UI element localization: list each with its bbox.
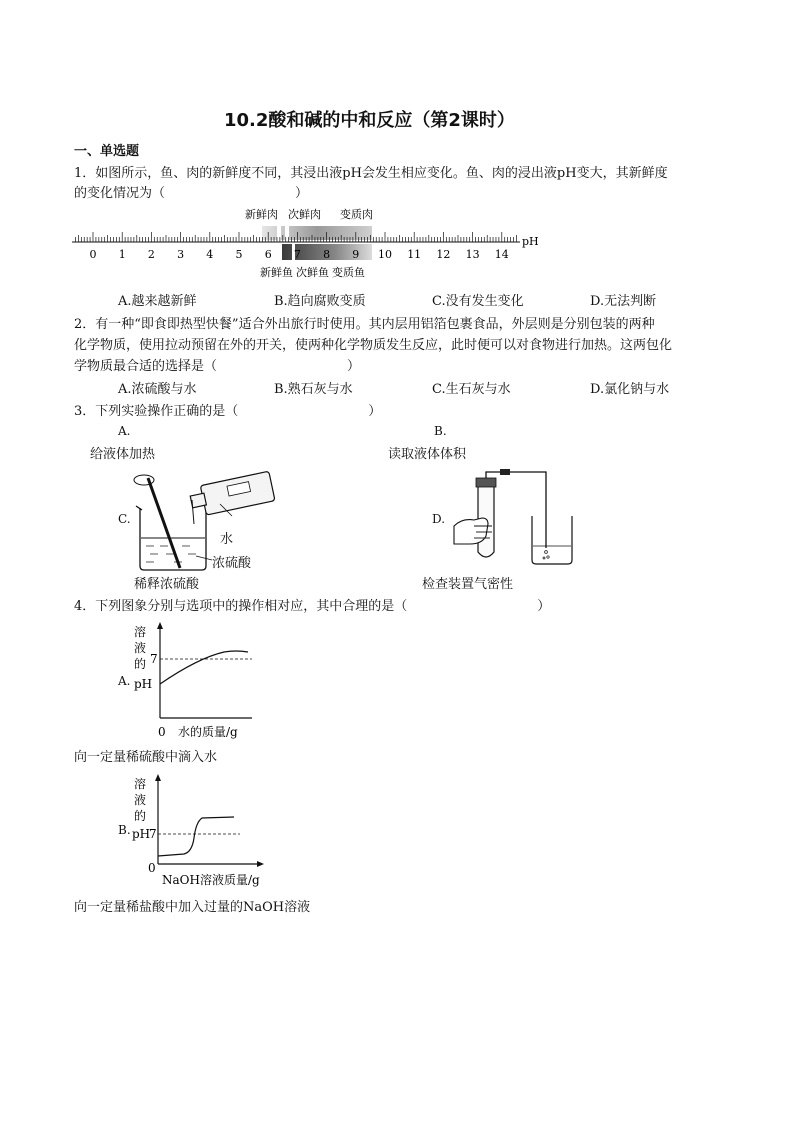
q3-option-b-caption: 读取液体体积	[388, 447, 467, 462]
q3-stem: 3．下列实验操作正确的是（ ）	[74, 404, 382, 419]
graph-b	[128, 772, 278, 892]
graph-a-ylabel-3: 的	[134, 657, 147, 671]
airtightness-illustration	[452, 468, 582, 573]
section-heading: 一、单选题	[74, 144, 140, 159]
q3-option-c-caption: 稀释浓硫酸	[134, 577, 200, 592]
q2-option-a[interactable]: A.浓硫酸与水	[118, 382, 197, 397]
ph-tick-label: 8	[323, 248, 331, 261]
q3-option-d-caption: 检查装置气密性	[422, 577, 514, 592]
fish-label-semi: 次鲜鱼	[296, 266, 329, 279]
meat-label-fresh: 新鲜肉	[245, 208, 278, 221]
meat-band-divider	[277, 226, 281, 240]
meat-label-spoiled: 变质肉	[340, 208, 373, 221]
graph-a-ylabel-4: pH	[134, 677, 153, 691]
ph-tick-label: 11	[407, 248, 422, 261]
q4-option-a-caption: 向一定量稀硫酸中滴入水	[74, 750, 218, 765]
q2-stem-line2: 化学物质，使用拉动预留在外的开关，使两种化学物质发生反应，此时便可以对食物进行加热。这两包化	[74, 338, 673, 353]
q2-stem-line1: 2．有一种“即食即热型快餐”适合外出旅行时使用。其内层用铝箔包裹食品，外层则是分别包装的两种	[74, 317, 655, 332]
q1-option-d[interactable]: D.无法判断	[590, 294, 657, 309]
q3-option-c-acid-label: 浓硫酸	[212, 556, 252, 571]
graph-a-ylabel-1: 溶	[134, 625, 147, 639]
graph-b-ylabel-3: 的	[134, 809, 147, 823]
ph-tick-label: 14	[494, 248, 509, 261]
q3-option-a-caption: 给液体加热	[90, 447, 156, 462]
q3-option-b-letter[interactable]: B.	[434, 424, 447, 438]
ph-tick-label: 3	[177, 248, 185, 261]
graph-a-origin: 0	[158, 725, 166, 739]
q3-option-c-letter[interactable]: C.	[118, 512, 131, 526]
q3-option-c-water-label: 水	[220, 532, 234, 547]
q1-option-b[interactable]: B.趋向腐败变质	[274, 294, 366, 309]
graph-b-ylabel-4: pH	[132, 827, 151, 841]
graph-a-ylabel-2: 液	[134, 641, 147, 655]
ph-tick-label: 9	[352, 248, 360, 261]
q4-stem: 4．下列图象分别与选项中的操作相对应，其中合理的是（ ）	[74, 599, 551, 614]
q1-option-a[interactable]: A.越来越新鲜	[118, 294, 197, 309]
graph-b-ylabel-1: 溶	[134, 777, 147, 791]
q2-option-d[interactable]: D.氯化钠与水	[590, 382, 670, 397]
ph-axis-label: pH	[522, 235, 539, 248]
q2-option-c[interactable]: C.生石灰与水	[432, 382, 511, 397]
meat-label-semi: 次鲜肉	[288, 208, 321, 221]
ph-tick-label: 0	[89, 248, 97, 261]
q2-stem-line3: 学物质最合适的选择是（ ）	[74, 359, 361, 374]
ph-tick-label: 4	[206, 248, 214, 261]
q3-option-a-letter[interactable]: A.	[118, 424, 131, 438]
ph-tick-label: 7	[293, 248, 301, 261]
q2-option-b[interactable]: B.熟石灰与水	[274, 382, 353, 397]
graph-b-ylabel-2: 液	[134, 793, 147, 807]
q1-stem-line2: 的变化情况为（ ）	[74, 186, 309, 201]
ph-tick-label: 12	[436, 248, 451, 261]
ph-tick-label: 1	[118, 248, 126, 261]
ph-tick-label: 10	[378, 248, 392, 261]
q1-stem-line1: 1．如图所示，鱼、肉的新鲜度不同，其浸出液pH会发生相应变化。鱼、肉的浸出液pH变大，其新鲜度	[74, 166, 668, 181]
dilute-acid-illustration	[128, 468, 278, 576]
q4-option-b-letter[interactable]: B.	[118, 823, 131, 837]
graph-a	[128, 618, 260, 742]
q1-option-c[interactable]: C.没有发生变化	[432, 294, 524, 309]
fish-label-fresh: 新鲜鱼	[260, 266, 293, 279]
ph-tick-label: 2	[147, 248, 155, 261]
graph-a-xlabel: 水的质量/g	[178, 725, 238, 739]
ph-tick-label: 6	[264, 248, 272, 261]
graph-b-ytick-7: 7	[149, 827, 157, 841]
ph-tick-label: 5	[235, 248, 243, 261]
ph-tick-label: 13	[465, 248, 480, 261]
q4-option-b-caption: 向一定量稀盐酸中加入过量的NaOH溶液	[74, 900, 311, 915]
page-title: 10.2酸和碱的中和反应（第2课时）	[224, 110, 515, 131]
graph-b-xlabel: NaOH溶液质量/g	[162, 873, 260, 887]
graph-a-ytick-7: 7	[150, 652, 158, 666]
q1-ph-freshness-figure	[70, 204, 550, 284]
fish-label-spoiled: 变质鱼	[332, 266, 365, 279]
q4-option-a-letter[interactable]: A.	[118, 674, 131, 688]
q3-option-d-letter[interactable]: D.	[432, 512, 446, 526]
graph-b-origin: 0	[148, 861, 156, 875]
